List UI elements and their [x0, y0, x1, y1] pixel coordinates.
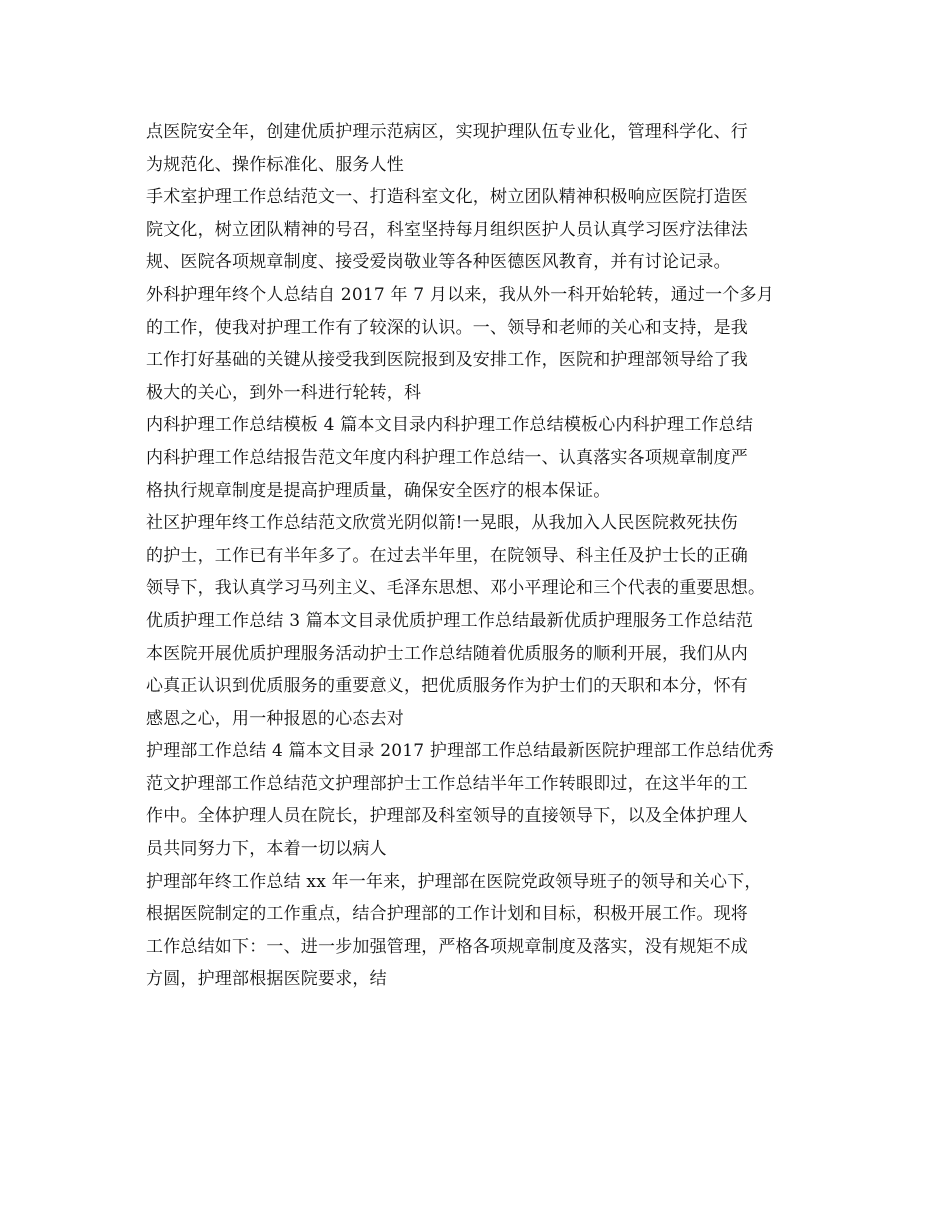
text-line: 极大的关心，到外一科进行轮转，科 [146, 382, 422, 403]
text-line: 本医院开展优质护理服务活动护士工作总结随着优质服务的顺利开展，我们从内 [146, 643, 748, 664]
text-line: 内科护理工作总结模板 4 篇本文目录内科护理工作总结模板心内科护理工作总结 [146, 415, 754, 436]
paragraph-7 [146, 735, 806, 865]
text-line: 规、医院各项规章制度、接受爱岗敬业等各种医德医风教育，并有讨论记录。 [146, 252, 731, 273]
paragraph-5 [146, 507, 806, 605]
text-line: 优质护理工作总结 3 篇本文目录优质护理工作总结最新优质护理服务工作总结范 [146, 610, 754, 631]
text-line: 护理部工作总结 4 篇本文目录 2017 护理部工作总结最新医院护理部工作总结优秀 [146, 741, 774, 762]
text-line: 根据医院制定的工作重点，结合护理部的工作计划和目标，积极开展工作。现将 [146, 904, 748, 925]
text-line: 护理部年终工作总结 xx 年一年来，护理部在医院党政领导班子的领导和关心下， [146, 871, 762, 892]
text-line: 工作总结如下：一、进一步加强管理，严格各项规章制度及落实，没有规矩不成 [146, 936, 748, 957]
text-line: 的护士，工作已有半年多了。在过去半年里，在院领导、科主任及护士长的正确 [146, 545, 748, 566]
text-line: 院文化，树立团队精神的号召，科室坚持每月组织医护人员认真学习医疗法律法 [146, 219, 748, 240]
text-line: 感恩之心，用一种报恩的心态去对 [146, 708, 404, 729]
document-body [146, 116, 806, 996]
text-line: 心真正认识到优质服务的重要意义，把优质服务作为护士们的天职和本分，怀有 [146, 676, 748, 697]
paragraph-6 [146, 605, 806, 735]
paragraph-8 [146, 866, 806, 996]
text-line: 的工作，使我对护理工作有了较深的认识。一、领导和老师的关心和支持，是我 [146, 317, 748, 338]
text-line: 外科护理年终个人总结自 2017 年 7 月以来，我从外一科开始轮转，通过一个多月 [146, 284, 774, 305]
text-line: 领导下，我认真学习马列主义、毛泽东思想、邓小平理论和三个代表的重要思想。 [146, 578, 766, 599]
text-line: 员共同努力下，本着一切以病人 [146, 839, 387, 860]
text-line: 工作打好基础的关键从接受我到医院报到及安排工作，医院和护理部领导给了我 [146, 350, 748, 371]
text-line: 范文护理部工作总结范文护理部护士工作总结半年工作转眼即过，在这半年的工 [146, 773, 748, 794]
paragraph-2 [146, 181, 806, 279]
text-line: 内科护理工作总结报告范文年度内科护理工作总结一、认真落实各项规章制度严 [146, 447, 748, 468]
text-line: 社区护理年终工作总结范文欣赏光阴似箭!一晃眼，从我加入人民医院救死扶伤 [146, 513, 738, 534]
text-line: 手术室护理工作总结范文一、打造科室文化，树立团队精神积极响应医院打造医 [146, 187, 748, 208]
text-line: 方圆，护理部根据医院要求，结 [146, 969, 387, 990]
text-line: 格执行规章制度是提高护理质量，确保安全医疗的根本保证。 [146, 480, 611, 501]
text-line: 点医院安全年，创建优质护理示范病区，实现护理队伍专业化，管理科学化、行 [146, 122, 748, 142]
text-line: 为规范化、操作标准化、服务人性 [146, 154, 404, 175]
paragraph-4 [146, 409, 806, 507]
paragraph-3 [146, 279, 806, 409]
text-line: 作中。全体护理人员在院长，护理部及科室领导的直接领导下，以及全体护理人 [146, 806, 748, 827]
paragraph-1 [146, 116, 806, 181]
